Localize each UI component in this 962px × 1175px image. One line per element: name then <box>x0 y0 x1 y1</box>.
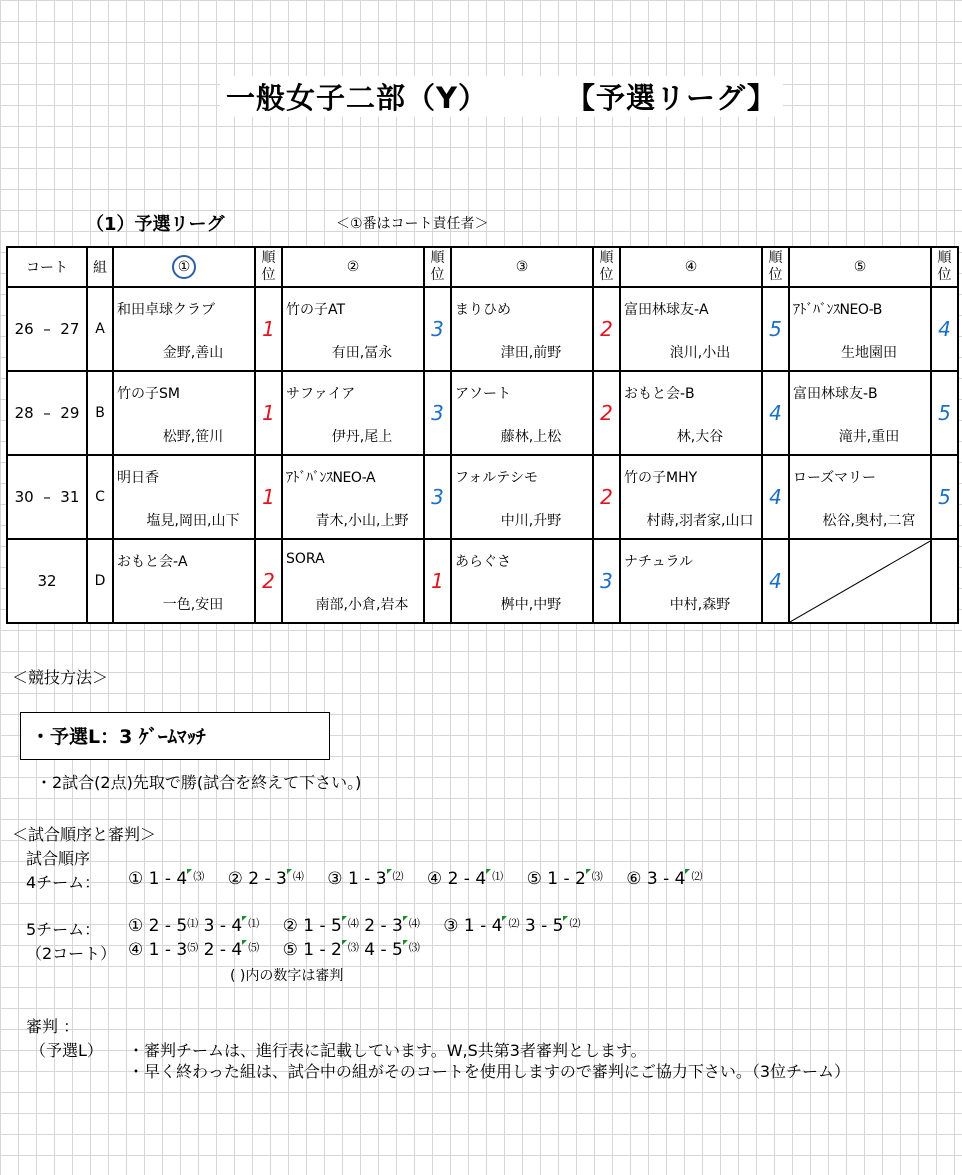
group-cell: C <box>87 455 113 539</box>
rank-header: 順 位 <box>424 247 451 287</box>
court-cell: 32 <box>7 539 87 623</box>
referee-rule-2: ・早く終わった組は、試合中の組がそのコートを使用しますので審判にご協力下さい。（3位チーム） <box>128 1062 851 1081</box>
position-header-2: ② <box>282 247 424 287</box>
match-item: ③ 1 - 3 ⑵ <box>327 869 404 889</box>
match-item: ④ 2 - 4 ⑴ <box>426 869 504 889</box>
page-title: 一般女子二部（Y） 【予選リーグ】 <box>220 76 783 117</box>
order-subheading: 試合順序 <box>26 849 91 868</box>
court-cell: 26 – 27 <box>7 287 87 371</box>
match-item: ① 2 - 5⑴ 3 - 4 ⑴ <box>128 916 260 936</box>
diagonal-slash <box>790 540 932 622</box>
rank-cell: 2 <box>255 539 282 623</box>
team-cell: ｱﾄﾞﾊﾞﾝｽNEO-A 青木,小山,上野 <box>282 455 424 539</box>
match-item: ② 2 - 3 ⑷ <box>227 869 304 889</box>
rank-header: 順 位 <box>593 247 620 287</box>
team-cell: サファイア 伊丹,尾上 <box>282 371 424 455</box>
position-header-5: ⑤ <box>789 247 931 287</box>
team-cell: ナチュラル 中村,森野 <box>620 539 762 623</box>
team-cell: 明日香 塩見,岡田,山下 <box>113 455 255 539</box>
match-format-box: ・予選L：3 ｹﾞｰﾑﾏｯﾁ <box>20 712 330 760</box>
section-title-preliminary: （1）予選リーグ <box>86 214 225 235</box>
rank-cell: 4 <box>762 539 789 623</box>
four-team-label: 4チーム： <box>26 873 101 892</box>
two-court-label: （2コート） <box>26 944 117 963</box>
team-cell: 和田卓球クラブ 金野,善山 <box>113 287 255 371</box>
rank-header: 順 位 <box>255 247 282 287</box>
header-row <box>7 247 958 287</box>
rank-cell: 5 <box>762 287 789 371</box>
league-table <box>6 246 959 624</box>
referee-rule-1: ・審判チームは、進行表に記載しています。W,S共第3者審判とします。 <box>128 1041 647 1060</box>
team-cell: フォルテシモ 中川,升野 <box>451 455 593 539</box>
team-cell: ローズマリー 松谷,奥村,二宮 <box>789 455 931 539</box>
team-cell: ｱﾄﾞﾊﾞﾝｽNEO-B 生地園田 <box>789 287 931 371</box>
rank-cell: 1 <box>255 371 282 455</box>
position-header-4: ④ <box>620 247 762 287</box>
position-header-3: ③ <box>451 247 593 287</box>
order-heading: ＜試合順序と審判＞ <box>12 825 157 844</box>
rank-cell: 2 <box>593 455 620 539</box>
five-team-label: 5チーム： <box>26 920 101 939</box>
referee-sublabel: （予選L） <box>30 1041 103 1060</box>
court-cell: 28 – 29 <box>7 371 87 455</box>
group-header: 組 <box>87 247 113 287</box>
rank-cell: 4 <box>762 455 789 539</box>
rank-cell: 3 <box>593 539 620 623</box>
match-item: ① 1 - 4 ⑶ <box>128 869 205 889</box>
table-row <box>7 287 958 371</box>
match-item: ② 1 - 5 ⑷ 2 - 3 ⑷ <box>282 916 420 936</box>
team-cell: 富田林球友-A 浪川,小出 <box>620 287 762 371</box>
empty-slot-cell <box>789 539 931 623</box>
empty-rank-cell <box>931 539 958 623</box>
team-cell: まりひめ 津田,前野 <box>451 287 593 371</box>
table-row <box>7 371 958 455</box>
rank-cell: 5 <box>931 455 958 539</box>
table-row <box>7 455 958 539</box>
table-row <box>7 539 958 623</box>
court-header: コート <box>7 247 87 287</box>
court-responsible-note: ＜①番はコート責任者＞ <box>336 216 489 232</box>
match-item: ⑤ 1 - 2 ⑶ 4 - 5 ⑶ <box>282 940 420 960</box>
rank-header: 順 位 <box>931 247 958 287</box>
match-item: ⑤ 1 - 2 ⑶ <box>526 869 603 889</box>
group-cell: B <box>87 371 113 455</box>
team-cell: 富田林球友-B 滝井,重田 <box>789 371 931 455</box>
rank-cell: 3 <box>424 455 451 539</box>
rank-cell: 1 <box>255 287 282 371</box>
team-cell: SORA 南部,小倉,岩本 <box>282 539 424 623</box>
referee-number-note: ( )内の数字は審判 <box>230 968 344 984</box>
team-cell: 竹の子AT 有田,冨永 <box>282 287 424 371</box>
match-item: ③ 1 - 4 ⑵ 3 - 5 ⑵ <box>443 916 581 936</box>
team-cell: 竹の子SM 松野,笹川 <box>113 371 255 455</box>
rank-cell: 3 <box>424 287 451 371</box>
five-team-order-row1 <box>128 916 598 936</box>
rank-cell: 1 <box>424 539 451 623</box>
rank-header: 順 位 <box>762 247 789 287</box>
team-cell: おもと会-B 林,大谷 <box>620 371 762 455</box>
rank-cell: 2 <box>593 371 620 455</box>
group-cell: A <box>87 287 113 371</box>
match-item: ④ 1 - 3⑸ 2 - 4 ⑸ <box>128 940 260 960</box>
team-cell: あらぐさ 桝中,中野 <box>451 539 593 623</box>
team-cell: アソート 藤林,上松 <box>451 371 593 455</box>
win-rule: ・2試合(2点)先取で勝(試合を終えて下さい。) <box>36 773 362 792</box>
rank-cell: 3 <box>424 371 451 455</box>
court-cell: 30 – 31 <box>7 455 87 539</box>
team-cell: 竹の子MHY 村蒔,羽者家,山口 <box>620 455 762 539</box>
group-cell: D <box>87 539 113 623</box>
five-team-order-row2 <box>128 940 438 960</box>
rank-cell: 1 <box>255 455 282 539</box>
rank-cell: 5 <box>931 371 958 455</box>
rank-cell: 4 <box>762 371 789 455</box>
referee-label: 審判 ： <box>26 1017 80 1036</box>
match-item: ⑥ 3 - 4 ⑵ <box>626 869 703 889</box>
position-header-1: ① <box>113 247 255 287</box>
rank-cell: 4 <box>931 287 958 371</box>
team-cell: おもと会-A 一色,安田 <box>113 539 255 623</box>
rank-cell: 2 <box>593 287 620 371</box>
four-team-order <box>128 869 720 889</box>
method-heading: ＜競技方法＞ <box>12 668 109 687</box>
